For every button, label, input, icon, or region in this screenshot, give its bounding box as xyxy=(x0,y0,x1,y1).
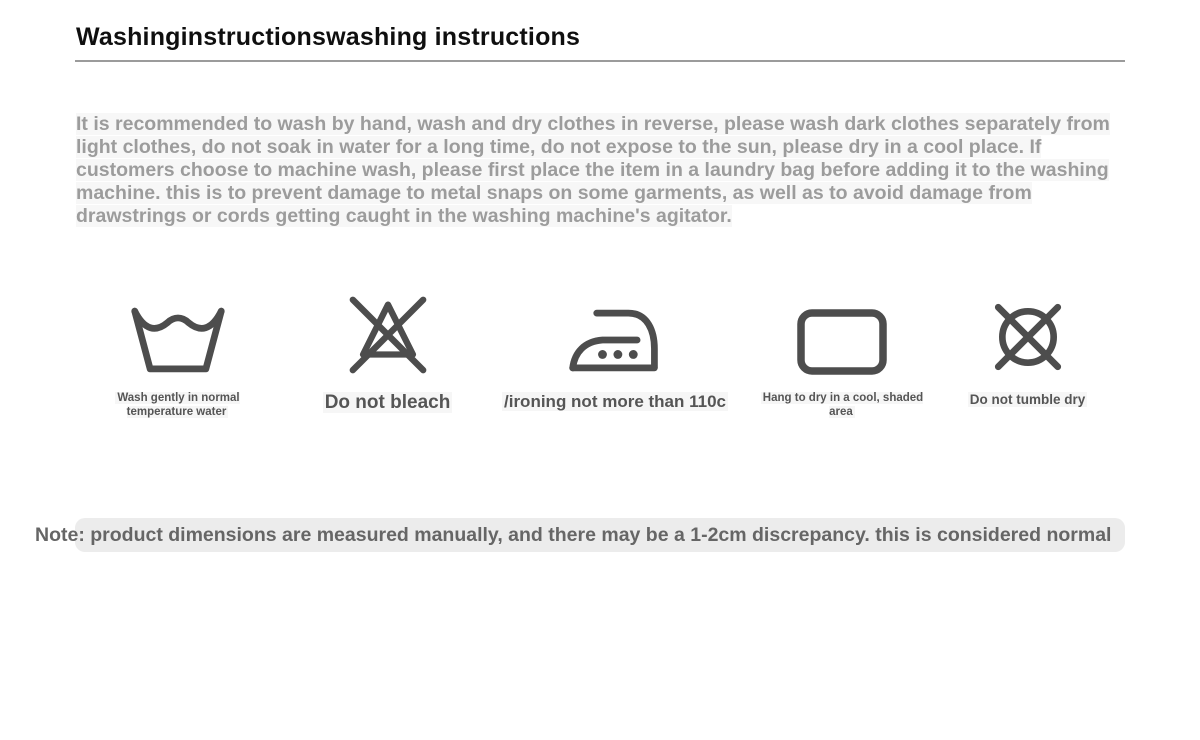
do-not-bleach-icon xyxy=(345,290,431,376)
care-symbol-no-tumble-dry xyxy=(920,290,1135,407)
title-divider xyxy=(75,60,1125,62)
wash-tub-icon xyxy=(128,290,228,376)
washing-instructions-paragraph xyxy=(76,113,1110,228)
care-symbol-hang-dry xyxy=(732,290,952,419)
care-symbol-iron xyxy=(500,290,730,412)
care-label-no-bleach: Do not bleach xyxy=(324,392,451,413)
care-symbol-wash xyxy=(70,290,285,419)
note-text: Note: product dimensions are measured manually, and there may be a 1-2cm discrepancy. this is considered normal xyxy=(35,524,1112,546)
care-label-wash: Wash gently in normal temperature water xyxy=(117,392,240,418)
iron-icon xyxy=(565,290,665,376)
care-symbol-no-bleach xyxy=(280,290,495,414)
care-label-iron: /ironing not more than 110c xyxy=(504,392,726,411)
care-label-hang-dry: Hang to dry in a cool, shaded area xyxy=(762,392,924,418)
washing-instructions-text: It is recommended to wash by hand, wash and dry clothes in reverse, please wash dark clothes separately from light clothes, do not soak in water for a long time, do not expose to the sun, please dry in a cool place. If customers choose to machine wash, please first place the item in a laundry bag before adding it to the washing machine. this is to prevent damage to metal snaps on some garments, as well as to avoid damage from drawstrings or cords getting caught in the washing machine's agitator. xyxy=(76,113,1110,227)
page-title: Washinginstructionswashing instructions xyxy=(76,23,581,51)
do-not-tumble-dry-icon xyxy=(989,290,1067,376)
care-label-no-tumble-dry: Do not tumble dry xyxy=(969,392,1086,407)
hang-dry-icon xyxy=(796,290,888,376)
